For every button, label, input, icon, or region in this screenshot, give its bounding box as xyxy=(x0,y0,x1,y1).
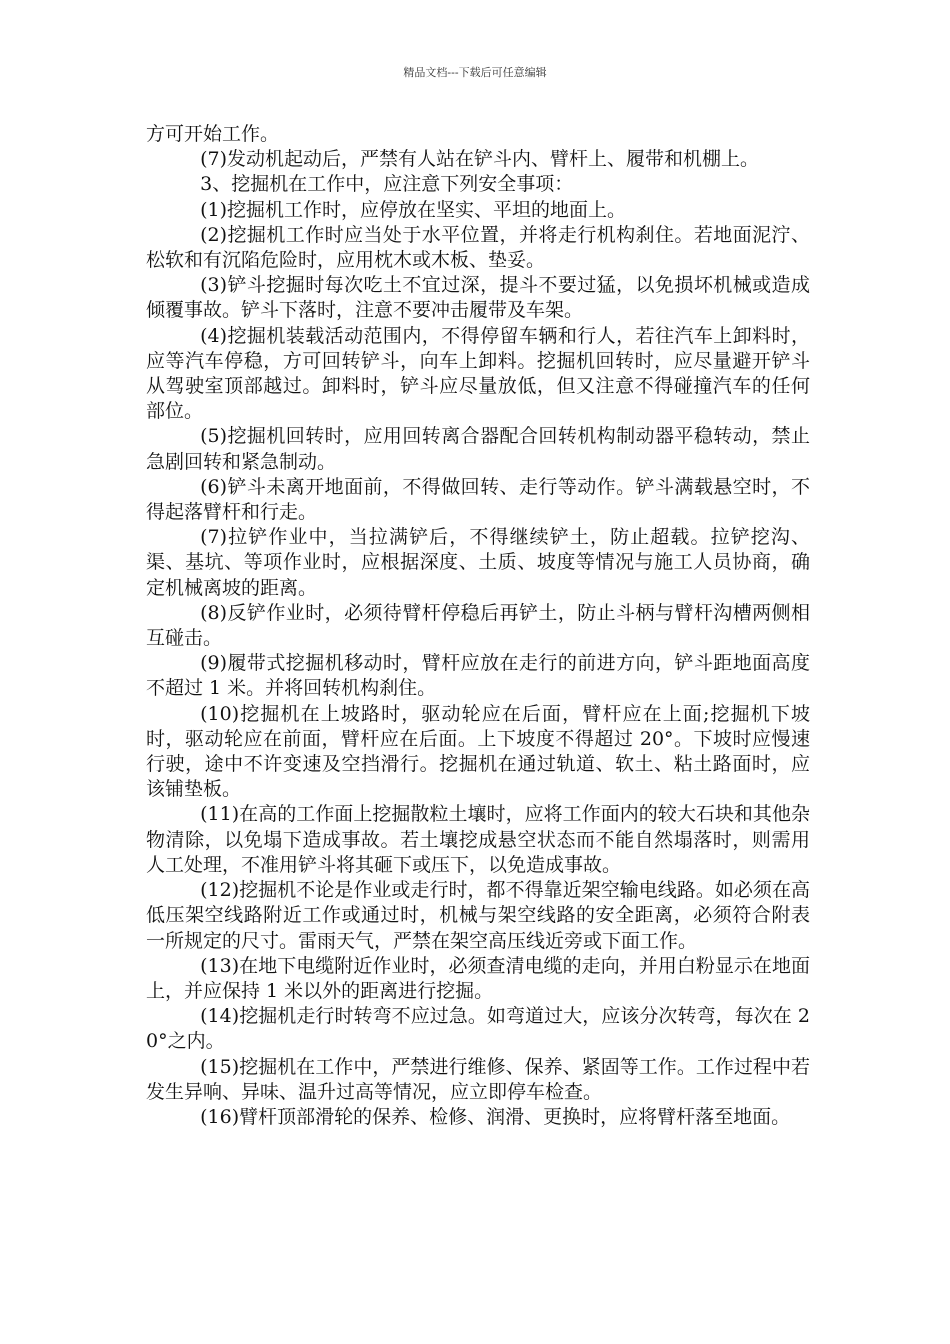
paragraph: (12)挖掘机不论是作业或走行时，都不得靠近架空输电线路。如必须在高低压架空线路附近工作或通过时，机械与架空线路的安全距离，必须符合附表一所规定的尺寸。雷雨天气，严禁在架空高压线近旁或下面工作。 xyxy=(146,879,810,952)
paragraph: (4)挖掘机装载活动范围内，不得停留车辆和行人，若往汽车上卸料时，应等汽车停稳，方可回转铲斗，向车上卸料。挖掘机回转时，应尽量避开铲斗从驾驶室顶部越过。卸料时，铲斗应尽量放低，但又注意不得碰撞汽车的任何部位。 xyxy=(146,324,810,423)
page-header: 精品文档---下载后可任意编辑 xyxy=(403,66,547,79)
paragraph: (3)铲斗挖掘时每次吃土不宜过深，提斗不要过猛，以免损坏机械或造成倾覆事故。铲斗下落时，注意不要冲击履带及车架。 xyxy=(146,274,810,322)
paragraph: (15)挖掘机在工作中，严禁进行维修、保养、紧固等工作。工作过程中若发生异响、异味、温升过高等情况，应立即停车检查。 xyxy=(146,1055,810,1103)
paragraph: 3、挖掘机在工作中，应注意下列安全事项： xyxy=(200,173,574,196)
paragraph: (8)反铲作业时，必须待臂杆停稳后再铲土，防止斗柄与臂杆沟槽两侧相互碰击。 xyxy=(146,601,810,650)
paragraph: (7)拉铲作业中，当拉满铲后，不得继续铲土，防止超载。拉铲挖沟、渠、基坑、等项作业时，应根据深度、土质、坡度等情况与施工人员协商，确定机械离坡的距离。 xyxy=(146,526,810,599)
paragraph: 方可开始工作。 xyxy=(146,123,280,145)
paragraph: (5)挖掘机回转时，应用回转离合器配合回转机构制动器平稳转动，禁止急剧回转和紧急制动。 xyxy=(146,425,810,473)
document-body xyxy=(146,122,810,1130)
paragraph: (16)臂杆顶部滑轮的保养、检修、润滑、更换时，应将臂杆落至地面。 xyxy=(200,1105,791,1128)
paragraph: (14)挖掘机走行时转弯不应过急。如弯道过大，应该分次转弯，每次在 20°之内。 xyxy=(146,1005,810,1053)
paragraph: (2)挖掘机工作时应当处于水平位置，并将走行机构刹住。若地面泥泞、松软和有沉陷危险时，应用枕木或木板、垫妥。 xyxy=(146,223,810,272)
paragraph: (6)铲斗未离开地面前，不得做回转、走行等动作。铲斗满载悬空时，不得起落臂杆和行走。 xyxy=(146,475,810,524)
paragraph: (10)挖掘机在上坡路时，驱动轮应在后面，臂杆应在上面;挖掘机下坡时，驱动轮应在前面，臂杆应在后面。上下坡度不得超过 20°。下坡时应慢速行驶，途中不许变速及空挡滑行。挖掘机在通过轨道、软土、粘土路面时，应该铺垫板。 xyxy=(146,702,810,801)
paragraph: (13)在地下电缆附近作业时，必须查清电缆的走向，并用白粉显示在地面上，并应保持 1 米以外的距离进行挖掘。 xyxy=(146,954,810,1002)
paragraph: (1)挖掘机工作时，应停放在坚实、平坦的地面上。 xyxy=(200,198,627,221)
paragraph: (7)发动机起动后，严禁有人站在铲斗内、臂杆上、履带和机棚上。 xyxy=(200,148,760,171)
paragraph: (9)履带式挖掘机移动时，臂杆应放在走行的前进方向，铲斗距地面高度不超过 1 米。并将回转机构刹住。 xyxy=(146,652,810,700)
paragraph: (11)在高的工作面上挖掘散粒土壤时，应将工作面内的较大石块和其他杂物清除，以免塌下造成事故。若土壤挖成悬空状态而不能自然塌落时，则需用人工处理，不准用铲斗将其砸下或压下，以免造成事故。 xyxy=(146,803,810,876)
